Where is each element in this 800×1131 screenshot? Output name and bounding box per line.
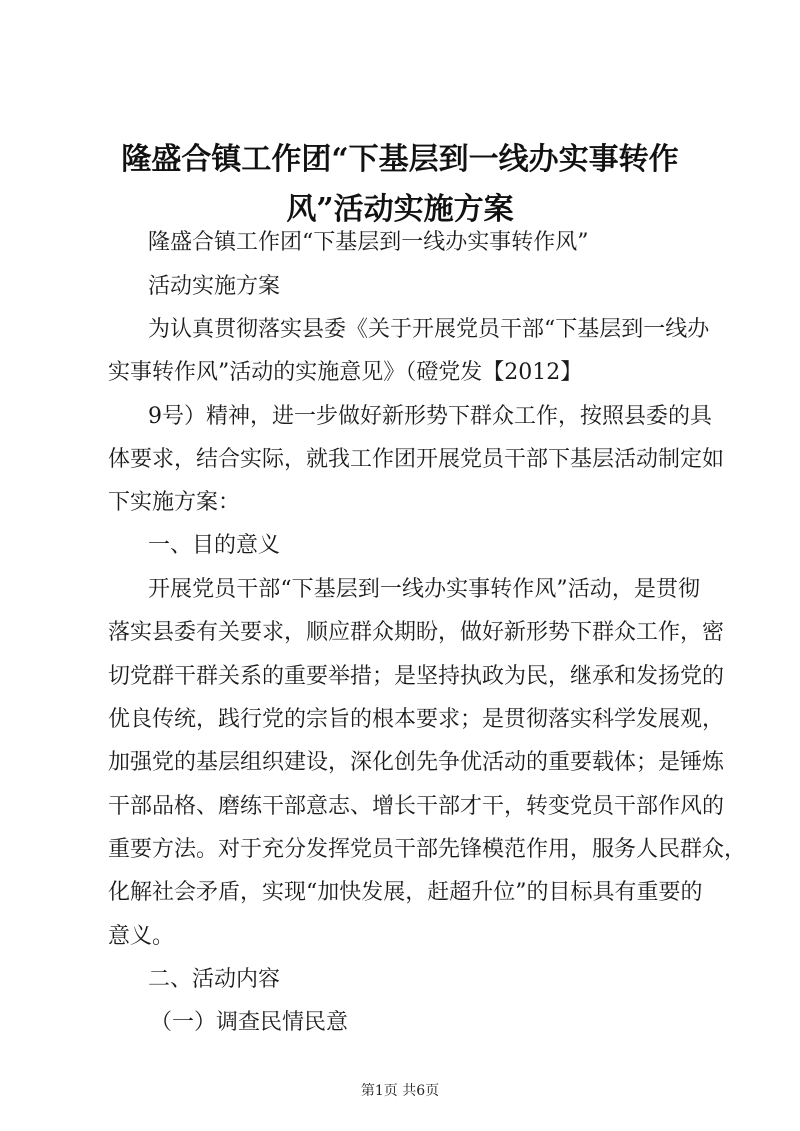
section-heading-1: 一、目的意义	[148, 533, 281, 558]
paragraph-line: 实事转作风”活动的实施意见》（磴党发【2012】	[108, 360, 583, 385]
page-number-footer: 第1页 共6页	[360, 1083, 440, 1099]
subtitle-line-1: 隆盛合镇工作团“下基层到一线办实事转作风”	[148, 230, 589, 255]
subtitle-line-2: 活动实施方案	[148, 274, 281, 299]
paragraph-line: 意义。	[108, 924, 175, 949]
paragraph-line: 切党群干群关系的重要举措；是坚持执政为民，继承和发扬党的	[108, 664, 725, 689]
paragraph-line: 加强党的基层组织建设，深化创先争优活动的重要载体；是锤炼	[108, 750, 725, 775]
paragraph-line: 化解社会矛盾，实现“加快发展，赶超升位”的目标具有重要的	[108, 880, 703, 905]
paragraph-line: 开展党员干部“下基层到一线办实事转作风”活动，是贯彻	[148, 577, 700, 602]
paragraph-line: 9号）精神，进一步做好新形势下群众工作，按照县委的具	[148, 404, 712, 429]
paragraph-line: 落实县委有关要求，顺应群众期盼，做好新形势下群众工作，密	[108, 620, 725, 645]
section-heading-2: 二、活动内容	[148, 967, 281, 992]
paragraph-line: 重要方法。对于充分发挥党员干部先锋模范作用，服务人民群众，	[108, 837, 747, 862]
paragraph-line: 优良传统，践行党的宗旨的根本要求；是贯彻落实科学发展观，	[108, 707, 725, 732]
paragraph-line: 下实施方案：	[108, 490, 241, 515]
document-title-line-1: 隆盛合镇工作团“下基层到一线办实事转作	[121, 142, 679, 177]
paragraph-line: 体要求，结合实际，就我工作团开展党员干部下基层活动制定如	[108, 447, 725, 472]
paragraph-line: 干部品格、磨练干部意志、增长干部才干，转变党员干部作风的	[108, 794, 725, 819]
paragraph-line: 为认真贯彻落实县委《关于开展党员干部“下基层到一线办	[148, 317, 710, 342]
subsection-heading-1: （一）调查民情民意	[150, 1010, 349, 1035]
document-title-line-2: 风”活动实施方案	[286, 192, 514, 227]
